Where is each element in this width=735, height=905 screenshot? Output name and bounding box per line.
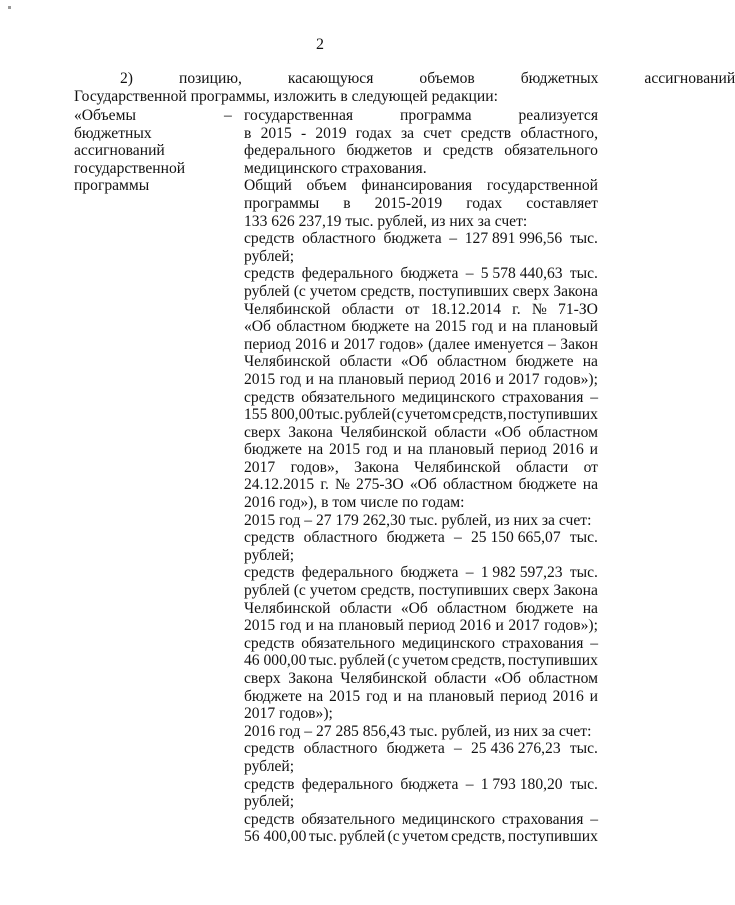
word: области	[339, 599, 392, 617]
word: год	[366, 687, 388, 705]
word: 2019	[315, 124, 347, 142]
word: областного	[303, 529, 378, 547]
word: поступивших	[507, 652, 598, 670]
word: и	[495, 370, 504, 388]
content-line	[244, 142, 598, 160]
word: областного	[302, 230, 376, 248]
word: и	[393, 441, 402, 459]
word: на	[511, 318, 528, 336]
word: составляет	[526, 194, 598, 212]
word: годах	[355, 124, 392, 142]
word: 2016	[295, 335, 327, 353]
row-label	[74, 107, 234, 195]
word: средств	[244, 775, 295, 793]
content-line	[244, 564, 598, 582]
word: Закона	[553, 582, 598, 600]
word: финансирования	[361, 177, 473, 195]
word: 2015-2019	[374, 194, 443, 212]
content-line	[244, 776, 598, 794]
word: на	[307, 441, 324, 459]
word: годов»	[379, 335, 424, 353]
word: бюджете	[515, 599, 574, 617]
word: бюджета	[400, 564, 459, 582]
content-line	[244, 652, 598, 670]
word: 71-ЗО	[558, 300, 598, 318]
content-line: 2015 год – 27 179 262,30 тыс. рублей, из них за счет:	[244, 511, 592, 529]
word: поступивших	[507, 406, 598, 424]
word: и	[423, 142, 432, 160]
word: 25 436 276,23	[470, 740, 561, 758]
word: области	[341, 300, 394, 318]
word: учетом	[402, 652, 449, 670]
content-line	[244, 529, 598, 547]
word: областного,	[520, 124, 598, 142]
intro-paragraph	[74, 70, 735, 105]
word: средств	[244, 265, 295, 283]
word: Закона	[288, 670, 333, 687]
word: «Об	[409, 476, 437, 494]
word: и	[305, 617, 314, 635]
word: –	[590, 388, 598, 406]
word: 2015	[244, 617, 276, 635]
word: средств,	[451, 828, 506, 846]
label-line: государственной	[74, 159, 186, 177]
word: г.	[512, 300, 521, 318]
word: от	[583, 458, 598, 476]
word: 2017	[508, 617, 540, 635]
word: объем	[306, 177, 347, 195]
word: Челябинской	[414, 458, 501, 476]
word: год	[366, 441, 388, 459]
word: 127 891 996,56	[464, 230, 563, 248]
word: на	[407, 687, 423, 705]
content-line	[244, 336, 598, 354]
content-line: 2016 год»), в том числе по годам:	[244, 494, 465, 512]
word: средств	[244, 810, 295, 828]
content-line	[244, 582, 598, 600]
word: федерального	[301, 265, 394, 283]
word: тыс.	[308, 828, 337, 846]
word: период	[408, 617, 456, 635]
word: «Об	[400, 353, 428, 371]
word: средств,	[360, 582, 415, 600]
word: страхования	[501, 810, 584, 828]
word: 2015	[435, 318, 467, 336]
word: бюджетных	[520, 70, 599, 87]
content-line: рублей;	[244, 247, 295, 265]
word: средств	[244, 634, 295, 652]
content-line	[244, 301, 598, 319]
label-dash: –	[224, 107, 232, 124]
word: 2015	[244, 370, 276, 388]
word: тыс.	[569, 529, 598, 547]
word: Челябинской	[244, 599, 331, 617]
label-line: «Объемы	[74, 107, 136, 124]
word: учетом	[309, 282, 357, 300]
word: 5 578 440,63	[480, 265, 563, 283]
label-line: бюджетных	[74, 124, 152, 142]
word: Челябинской	[340, 670, 427, 687]
word: средств,	[360, 282, 415, 300]
word: тыс.	[315, 406, 344, 424]
content-line	[244, 600, 598, 618]
word: 2017	[244, 458, 276, 476]
word: областном	[442, 476, 513, 494]
word: поступивших	[418, 582, 509, 600]
word: поступивших	[507, 828, 598, 846]
word: –	[465, 564, 474, 582]
word: областном	[528, 423, 598, 441]
word: поступивших	[418, 282, 509, 300]
content-line	[244, 318, 598, 336]
word: 2016	[459, 370, 491, 388]
word: 24.12.2015	[244, 476, 315, 494]
word: области	[339, 353, 392, 371]
word: средств	[244, 740, 295, 758]
word: на	[307, 687, 324, 705]
word: плановый	[428, 687, 495, 705]
word: 155 800,00	[244, 406, 315, 424]
word: –	[465, 265, 474, 283]
word: (далее	[428, 335, 470, 353]
word: за	[400, 124, 415, 142]
word: областном	[437, 599, 507, 617]
word: Челябинской	[340, 423, 427, 441]
word: областном	[528, 670, 598, 687]
word: (с	[387, 828, 400, 846]
word: и	[589, 687, 598, 705]
word: 275-ЗО	[356, 476, 404, 494]
content-line	[244, 740, 598, 758]
word: бюджета	[400, 775, 459, 793]
word: 2017	[508, 370, 540, 388]
word: годов»);	[544, 617, 598, 635]
word: год	[471, 318, 493, 336]
word: областном	[437, 353, 507, 371]
word: на	[318, 370, 334, 388]
word: год	[279, 617, 302, 635]
word: (с	[387, 652, 400, 670]
word: 2015	[260, 124, 292, 142]
word: бюджета	[386, 740, 445, 758]
content-line	[244, 441, 598, 459]
word: сверх	[244, 670, 281, 687]
word: плановый	[532, 318, 598, 336]
content-line: рублей;	[244, 793, 295, 811]
word: 25 150 665,07	[470, 529, 561, 547]
content-line	[244, 635, 598, 653]
word: (с	[391, 406, 404, 424]
word: бюджета	[400, 265, 459, 283]
content-line	[244, 670, 598, 688]
label-line: ассигнований	[74, 142, 165, 160]
word: сверх	[244, 423, 281, 441]
content-line	[244, 230, 598, 248]
word: средств,	[451, 652, 506, 670]
word: средств	[442, 142, 494, 160]
intro-line-2: Государственной программы, изложить в следующей редакции:	[74, 87, 498, 105]
content-line	[244, 371, 598, 389]
word: сверх	[512, 282, 550, 300]
word: 2)	[120, 70, 133, 87]
word: федерального	[301, 775, 394, 793]
word: страхования	[501, 634, 584, 652]
word: период	[244, 335, 291, 353]
word: бюджета	[386, 529, 445, 547]
content-line	[244, 828, 598, 846]
word: средств,	[452, 406, 507, 424]
word: –	[465, 775, 474, 793]
word: медицинского	[401, 634, 496, 652]
content-line	[244, 459, 598, 477]
word: бюджетов	[346, 142, 413, 160]
word: Закона	[354, 458, 399, 476]
word: федерального	[301, 564, 394, 582]
word: медицинского	[401, 810, 496, 828]
word: медицинского	[401, 388, 496, 406]
word: бюджете	[244, 441, 302, 459]
word: обязательного	[301, 634, 396, 652]
word: –	[453, 740, 462, 758]
content-line: 2017 годов»);	[244, 705, 333, 723]
word: 18.12.2014	[430, 300, 501, 318]
word: 1 982 597,23	[480, 564, 563, 582]
word: «Об	[493, 670, 521, 687]
intro-line-1	[74, 70, 735, 88]
word: государственной	[486, 177, 598, 195]
word: (с	[293, 282, 306, 300]
row-content	[244, 107, 598, 846]
word: обязательного	[301, 388, 396, 406]
content-line: 2016 год – 27 285 856,43 тыс. рублей, из них за счет:	[244, 722, 592, 740]
word: Закона	[553, 282, 598, 300]
content-line: 133 626 237,19 тыс. рублей, из них за счет:	[244, 212, 528, 230]
word: и	[589, 441, 598, 459]
word: в	[343, 194, 351, 212]
word: области	[434, 423, 487, 441]
word: 56 400,00	[244, 828, 307, 846]
word: позицию,	[179, 70, 242, 87]
word: бюджете	[515, 353, 574, 371]
word: рублей	[244, 282, 290, 300]
word: тыс.	[569, 265, 598, 283]
word: обязательного	[301, 810, 396, 828]
word: бюджете	[244, 687, 302, 705]
word: –	[590, 634, 598, 652]
word: Закона	[288, 423, 333, 441]
word: тыс.	[569, 564, 598, 582]
word: рублей	[339, 652, 386, 670]
word: на	[414, 318, 430, 336]
content-line	[244, 811, 598, 829]
word: областного	[303, 740, 378, 758]
content-line	[244, 617, 598, 635]
content-line	[244, 688, 598, 706]
word: рублей	[244, 582, 290, 600]
word: плановый	[428, 441, 495, 459]
word: Челябинской	[244, 300, 331, 318]
word: области	[434, 670, 487, 687]
word: год	[279, 370, 302, 388]
label-line: программы	[74, 177, 150, 195]
word: 2015	[329, 441, 361, 459]
word: г.	[320, 476, 329, 494]
word: -	[300, 124, 307, 142]
word: №	[531, 300, 547, 318]
word: средств	[244, 564, 295, 582]
content-line	[244, 476, 598, 494]
word: период	[499, 687, 547, 705]
content-line	[244, 195, 598, 213]
content-line	[244, 283, 598, 301]
content-line	[244, 177, 598, 195]
word: сверх	[512, 582, 550, 600]
scan-artifact	[8, 6, 11, 9]
word: на	[407, 441, 423, 459]
word: плановый	[338, 617, 404, 635]
word: именуется	[474, 335, 544, 353]
word: государственная	[244, 107, 354, 124]
word: на	[582, 476, 598, 494]
word: на	[582, 353, 598, 371]
word: –	[449, 230, 458, 248]
word: и	[305, 370, 314, 388]
word: бюджете	[351, 318, 410, 336]
word: областном	[276, 318, 346, 336]
word: средств	[244, 230, 295, 248]
word: и	[498, 318, 507, 336]
word: «Об	[400, 599, 428, 617]
word: –	[453, 529, 462, 547]
word: Челябинской	[244, 353, 331, 371]
word: страхования	[501, 388, 584, 406]
word: ассигнований	[644, 70, 735, 87]
content-line	[244, 389, 598, 407]
word: 2016	[552, 441, 584, 459]
word: обязательного	[504, 142, 598, 160]
content-line	[244, 265, 598, 283]
word: тыс.	[308, 652, 337, 670]
content-line	[244, 107, 598, 125]
content-line	[244, 353, 598, 371]
word: на	[582, 599, 598, 617]
content-line: рублей;	[244, 546, 295, 564]
word: годов»);	[544, 370, 598, 388]
word: 2016	[552, 687, 584, 705]
word: №	[335, 476, 350, 494]
page-number: 2	[316, 36, 324, 53]
content-line	[244, 424, 598, 442]
word: бюджете	[518, 476, 577, 494]
word: тыс.	[569, 740, 598, 758]
word: касающуюся	[287, 70, 374, 87]
word: учетом	[402, 828, 449, 846]
word: программа	[399, 107, 472, 124]
word: учетом	[309, 582, 357, 600]
word: Закон	[560, 335, 598, 353]
word: счет	[423, 124, 452, 142]
word: средств	[244, 529, 295, 547]
word: реализуется	[518, 107, 598, 124]
word: 46 000,00	[244, 652, 307, 670]
word: 2015	[329, 687, 361, 705]
word: от	[405, 300, 420, 318]
word: и	[393, 687, 402, 705]
word: объемов	[419, 70, 475, 87]
word: (с	[293, 582, 306, 600]
content-line: медицинского страхования.	[244, 159, 427, 177]
word: годах	[466, 194, 503, 212]
word: в	[244, 124, 252, 142]
word: тыс.	[569, 775, 598, 793]
content-line: рублей;	[244, 757, 295, 775]
word: средств	[244, 388, 295, 406]
word: тыс.	[569, 230, 598, 248]
word: 1 793 180,20	[480, 775, 563, 793]
word: средств	[460, 124, 512, 142]
word: 2016	[459, 617, 491, 635]
word: программы	[244, 194, 320, 212]
word: и	[495, 617, 504, 635]
word: федерального	[244, 142, 336, 160]
content-line	[244, 125, 598, 143]
word: «Об	[493, 423, 521, 441]
word: рублей	[339, 828, 386, 846]
word: период	[499, 441, 547, 459]
word: области	[516, 458, 569, 476]
word: рублей	[344, 406, 391, 424]
word: «Об	[244, 318, 271, 336]
word: –	[547, 335, 556, 353]
word: –	[590, 810, 598, 828]
word: период	[408, 370, 456, 388]
word: бюджета	[383, 230, 442, 248]
content-line	[244, 406, 598, 424]
word: и	[330, 335, 340, 353]
word: учетом	[404, 406, 452, 424]
word: плановый	[338, 370, 404, 388]
word: 2017	[343, 335, 375, 353]
word: годов»,	[290, 458, 339, 476]
word: Общий	[244, 177, 292, 195]
word: на	[318, 617, 334, 635]
